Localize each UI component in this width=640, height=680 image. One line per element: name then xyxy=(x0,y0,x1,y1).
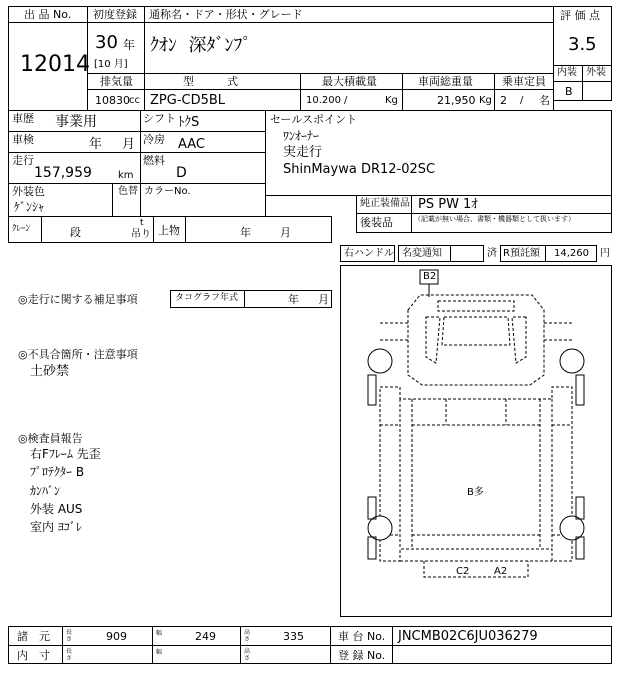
handle: 右ハンドル xyxy=(344,248,394,259)
first-reg-year-unit: 年 xyxy=(123,38,136,52)
crane-t: t xyxy=(140,218,144,228)
width: 249 xyxy=(195,630,216,643)
score-value: 3.5 xyxy=(568,34,597,55)
genuine-label: 純正装備品 xyxy=(360,198,410,209)
displacement-label: 排気量 xyxy=(100,75,133,88)
recycle-label: 済 xyxy=(487,248,497,259)
defect-line-1: 土砂禁 xyxy=(30,364,70,379)
aftermarket-label: 後装品 xyxy=(360,216,393,229)
exterior-score-box xyxy=(582,81,612,101)
sales-line-1: ﾜﾝｵｰﾅｰ xyxy=(283,129,320,143)
dims-label: 諸 元 xyxy=(17,630,50,643)
length: 909 xyxy=(106,630,127,643)
spec-label-row xyxy=(87,73,554,90)
height-label: 高さ xyxy=(244,629,251,643)
history-label: 車歴 xyxy=(12,112,34,125)
capacity-label: 乗車定員 xyxy=(502,75,546,88)
tacho-year: 年 xyxy=(288,293,299,306)
inspector-line-1: 右Fﾌﾚｰﾑ 先歪 xyxy=(30,447,101,461)
max-load: 10.200 xyxy=(306,95,341,106)
registration-year: 年 xyxy=(240,226,251,239)
name-label: 通称名・ドア・形状・グレード xyxy=(149,8,303,21)
interior-score: B xyxy=(565,85,573,98)
inner-height-label: 高さ xyxy=(244,648,251,662)
sales-line-3: ShinMaywa DR12-02SC xyxy=(283,162,436,177)
max-load-unit: Kg xyxy=(385,95,398,106)
chassis-label: 車 台 No. xyxy=(338,630,386,643)
history: 事業用 xyxy=(55,114,97,130)
mileage-change-label: 名変通知 xyxy=(402,248,442,259)
interior-label: 内装 xyxy=(557,67,577,78)
inspector-label: ◎検査員報告 xyxy=(18,432,83,445)
running-label: ◎走行に関する補足事項 xyxy=(18,293,138,306)
crane-stage: 段 xyxy=(70,226,81,239)
crane-lift: 吊り xyxy=(131,229,151,240)
color-no-label: カラーNo. xyxy=(144,186,191,197)
tacho-label: タコグラフ年式 xyxy=(175,293,239,303)
inner-dims-label: 内 寸 xyxy=(17,649,50,662)
damage-mark-a2: A2 xyxy=(494,566,508,577)
color-change-label: 色替 xyxy=(118,186,138,197)
aftermarket-note: （記載が無い場合、書類・機器類として扱います） xyxy=(414,215,575,223)
capacity-unit: 名 xyxy=(539,94,550,107)
inspector-line-2: ﾌﾟﾛﾃｸﾀｰ B xyxy=(30,465,85,479)
gross-weight-unit: Kg xyxy=(479,95,492,106)
recycle-unit: 円 xyxy=(600,248,610,259)
inner-width-label: 幅 xyxy=(156,649,163,656)
model-name: ｸｵﾝ 深ﾀﾞﾝﾌﾟ xyxy=(150,35,252,56)
first-reg-year: 30 xyxy=(95,32,118,53)
first-reg-month: [10 月] xyxy=(94,59,128,70)
color: ｹﾞﾝｼｬ xyxy=(14,200,45,214)
model-type: ZPG-CD5BL xyxy=(150,93,226,108)
registration-label: 上物 xyxy=(158,224,180,237)
mileage-label: 走行 xyxy=(12,154,34,167)
gross-weight: 21,950 xyxy=(437,94,476,107)
color-label: 外装色 xyxy=(12,185,45,198)
lot-label: 出 品 No. xyxy=(24,8,72,21)
damage-mark-b2: B2 xyxy=(423,271,437,282)
fuel-label: 燃料 xyxy=(143,154,165,167)
displacement-unit: cc xyxy=(129,95,140,106)
exterior-label: 外装 xyxy=(586,67,606,78)
inspector-line-3: ｶﾝﾊﾞﾝ xyxy=(30,484,61,498)
registration-month: 月 xyxy=(280,226,291,239)
ac-label: 冷房 xyxy=(143,133,165,146)
width-label: 幅 xyxy=(156,630,163,637)
length-label: 長さ xyxy=(66,629,73,643)
max-load-label: 最大積載量 xyxy=(322,75,377,88)
displacement: 10830 xyxy=(95,94,130,107)
tacho-month: 月 xyxy=(318,293,329,306)
damage-mark-c2: C2 xyxy=(456,566,470,577)
genuine-equipment: PS PW 1ｵ xyxy=(418,197,478,212)
type-label: 型 式 xyxy=(183,75,238,88)
mileage-unit: km xyxy=(118,170,134,181)
shift: ﾄｸS xyxy=(178,115,200,130)
recycle-fee: 14,260 xyxy=(554,248,589,259)
chassis-number: JNCMB02C6JU036279 xyxy=(398,629,538,644)
damage-mark-b-many: B多 xyxy=(467,487,484,498)
inspector-line-5: 室内 ﾖｺﾞﾚ xyxy=(30,520,82,534)
score-label: 評 価 点 xyxy=(560,9,600,22)
inspection-month: 月 xyxy=(122,137,136,152)
gross-weight-label: 車両総重量 xyxy=(418,75,473,88)
details-block xyxy=(8,110,266,217)
ac: AAC xyxy=(178,137,205,152)
shift-label: シフト xyxy=(143,112,176,125)
sales-line-2: 実走行 xyxy=(283,145,323,160)
fuel: D xyxy=(176,165,187,181)
crane-label: ｸﾚｰﾝ xyxy=(12,224,31,234)
height: 335 xyxy=(283,630,304,643)
lot-number: 12014 xyxy=(20,52,90,77)
sales-point-label: セールスポイント xyxy=(270,113,358,126)
inspector-line-4: 外装 AUS xyxy=(30,502,83,516)
defect-label: ◎不具合箇所・注意事項 xyxy=(18,348,138,361)
capacity: 2 xyxy=(500,94,507,107)
mileage: 157,959 xyxy=(34,165,92,181)
reg-no-label: 登 録 No. xyxy=(338,649,386,662)
inspection-year: 年 xyxy=(89,137,103,152)
first-reg-label: 初度登録 xyxy=(93,8,137,21)
inner-length-label: 長さ xyxy=(66,648,73,662)
recycle-fee-label: R預託額 xyxy=(503,248,540,259)
truck-diagram xyxy=(340,265,612,617)
inspection-label: 車検 xyxy=(12,133,34,146)
